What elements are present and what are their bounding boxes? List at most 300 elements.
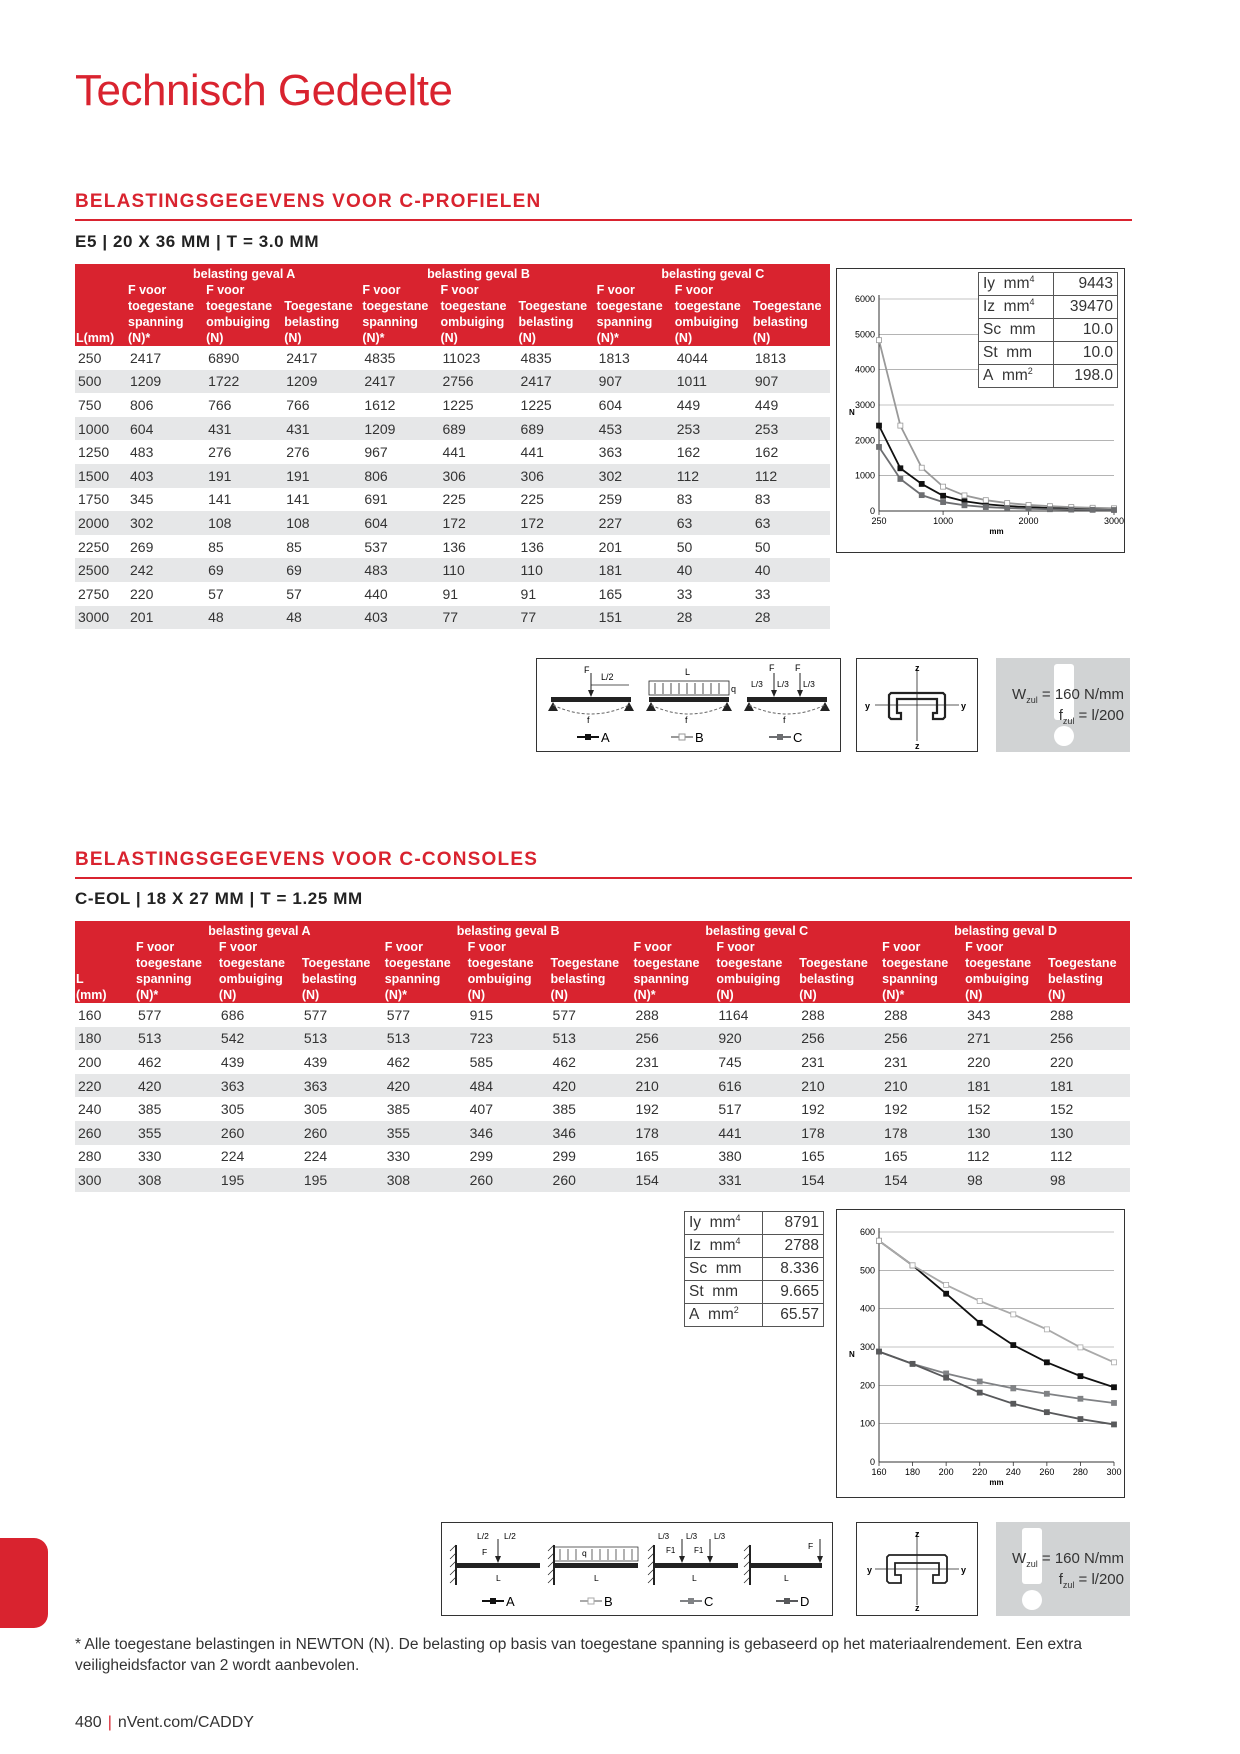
console-c-l: L <box>692 1573 697 1583</box>
table-cell: 136 <box>520 538 544 555</box>
property-row <box>979 296 1118 319</box>
table-cell: 288 <box>635 1006 659 1023</box>
col-header-length <box>75 955 135 971</box>
col-header-belasting: Toegestane <box>1047 955 1130 971</box>
data-point-C <box>877 444 882 449</box>
load-table-profielen <box>75 264 830 629</box>
table-row <box>75 370 830 394</box>
property-name: A $mm^2$ <box>685 1304 763 1327</box>
table-cell: 269 <box>130 538 154 555</box>
property-value: 2788 <box>763 1235 824 1258</box>
col-header-spanning: (N)* <box>384 987 467 1003</box>
table-cell: 907 <box>752 370 830 394</box>
col-header-belasting: Toegestane <box>550 955 633 971</box>
property-value: 65.57 <box>763 1304 824 1327</box>
table-row <box>75 1145 1130 1169</box>
table-row <box>75 417 830 441</box>
data-point-C <box>962 503 967 508</box>
col-header-spanning: toegestane <box>135 955 218 971</box>
console-c-f1a: F1 <box>666 1546 676 1555</box>
table-cell: 91 <box>442 585 459 602</box>
x-tick-label: 160 <box>871 1467 887 1477</box>
col-header-ombuiging: (N) <box>439 330 517 346</box>
x-tick-label: 240 <box>1005 1467 1021 1477</box>
case-a-diagram <box>548 665 634 725</box>
table-cell: 431 <box>205 417 283 441</box>
console-b-l: L <box>594 1573 599 1583</box>
table-cell: 210 <box>632 1074 715 1098</box>
col-header-belasting: belasting <box>1047 971 1130 987</box>
table-cell: 201 <box>598 538 623 555</box>
profile-cross-section-e5 <box>856 658 978 752</box>
col-header-ombuiging: toegestane <box>467 955 550 971</box>
table-cell: 439 <box>220 1053 245 1070</box>
table-row <box>75 393 830 417</box>
property-name: Iz $mm^4$ <box>979 296 1054 319</box>
deflection-limit-text-2: $f_{zul} = l/200$ <box>1058 1571 1124 1590</box>
col-header-belasting: belasting <box>518 314 596 330</box>
group-header: belasting geval C <box>596 264 830 282</box>
y-tick-label: 6000 <box>854 294 875 304</box>
table-cell: 256 <box>632 1027 715 1051</box>
table-cell: 276 <box>208 444 232 461</box>
table-cell: 33 <box>754 585 771 602</box>
table-cell: 1164 <box>718 1006 749 1023</box>
table-cell: 330 <box>138 1148 162 1165</box>
col-header-belasting: (N) <box>301 987 384 1003</box>
legend-a-label: A <box>601 730 610 745</box>
console-a-l: L <box>496 1573 501 1583</box>
table-cell: 178 <box>798 1121 881 1145</box>
data-point-B <box>1005 501 1010 506</box>
table-cell: 513 <box>384 1027 467 1051</box>
col-header-length: L(mm) <box>75 330 127 346</box>
table-cell: 346 <box>467 1121 550 1145</box>
y-axis-label: N <box>849 408 855 417</box>
table-cell: 385 <box>552 1101 576 1118</box>
col-header-spanning: toegestane <box>632 955 715 971</box>
x-tick-label: 180 <box>905 1467 921 1477</box>
table-cell: 192 <box>801 1101 825 1118</box>
section-heading-consoles: BELASTINGSGEGEVENS VOOR C-CONSOLES <box>75 849 1132 879</box>
table-cell: 260 <box>550 1168 633 1192</box>
col-header-length: (mm) <box>75 987 135 1003</box>
col-header-ombuiging: ombuiging <box>205 314 283 330</box>
console-c-f1b: F1 <box>694 1546 704 1555</box>
col-header-ombuiging: toegestane <box>205 298 283 314</box>
table-cell: 420 <box>550 1074 633 1098</box>
table-cell: 305 <box>303 1101 328 1118</box>
col-header-spanning: (N)* <box>632 987 715 1003</box>
profile2-y-label-left: y <box>867 1565 873 1575</box>
section-subheading-e5: E5 | 20 X 36 MM | T = 3.0 MM <box>75 232 320 251</box>
col-header-ombuiging: ombuiging <box>218 971 301 987</box>
table-cell: 191 <box>283 464 361 488</box>
table-cell: 439 <box>303 1053 328 1070</box>
table-cell: 300 <box>75 1168 135 1192</box>
table-cell: 165 <box>635 1148 659 1165</box>
table-cell: 431 <box>283 417 361 441</box>
col-header-spanning: spanning <box>135 971 218 987</box>
group-header: belasting geval B <box>361 264 595 282</box>
table-cell: 224 <box>303 1148 328 1165</box>
data-point-A <box>944 1291 949 1296</box>
property-name: Iz $mm^4$ <box>685 1235 763 1258</box>
col-header-belasting: (N) <box>283 330 361 346</box>
table-cell: 11023 <box>442 349 481 366</box>
data-point-C <box>1047 507 1052 512</box>
col-header-belasting: Toegestane <box>798 955 881 971</box>
x-tick-label: 300 <box>1106 1467 1122 1477</box>
table-cell: 136 <box>442 538 466 555</box>
table-cell: 160 <box>78 1006 102 1023</box>
table-cell: 363 <box>598 444 623 461</box>
table-cell: 967 <box>364 444 388 461</box>
data-point-B <box>1078 1345 1083 1350</box>
y-tick-label: 500 <box>859 1265 875 1276</box>
table-cell: 385 <box>138 1101 162 1118</box>
case-c-l3-label-1: L/3 <box>751 679 763 689</box>
col-header-belasting: Toegestane <box>752 298 830 314</box>
property-name: Sc mm <box>979 319 1054 342</box>
col-header-length <box>75 282 127 298</box>
table-row <box>75 582 830 606</box>
col-header-ombuiging: F voor <box>715 939 798 955</box>
table-cell: 577 <box>138 1006 162 1023</box>
col-header-belasting: (N) <box>550 987 633 1003</box>
table-cell: 98 <box>1047 1168 1130 1192</box>
data-point-B <box>877 338 882 343</box>
col-header-belasting: (N) <box>1047 987 1130 1003</box>
table-cell: 1722 <box>205 370 283 394</box>
table-cell: 253 <box>752 417 830 441</box>
footnote: * Alle toegestane belastingen in NEWTON (N). De belasting op basis van toegestane spanning is gebaseerd op het materiaalrendement. Een extra veiligheidsfactor van 2 wordt aanbevolen. <box>75 1636 1082 1674</box>
table-cell: 1209 <box>283 370 361 394</box>
table-cell: 210 <box>881 1074 964 1098</box>
data-point-D <box>1044 1410 1049 1415</box>
col-header-belasting: belasting <box>550 971 633 987</box>
table-cell: 181 <box>1047 1074 1130 1098</box>
table-cell: 806 <box>130 396 154 413</box>
col-header-belasting <box>1047 939 1130 955</box>
col-header-ombuiging: (N) <box>205 330 283 346</box>
y-tick-label: 300 <box>859 1342 875 1352</box>
table-cell: 231 <box>635 1053 659 1070</box>
table-cell: 83 <box>676 491 693 508</box>
col-header-spanning: spanning <box>632 971 715 987</box>
table-cell: 69 <box>283 558 361 582</box>
table-row <box>75 346 830 370</box>
x-tick-label: 200 <box>938 1467 954 1477</box>
col-header-belasting: Toegestane <box>518 298 596 314</box>
col-header-ombuiging: F voor <box>439 282 517 298</box>
properties-table-consoles <box>684 1211 824 1327</box>
table-cell: 151 <box>596 606 674 630</box>
table-cell: 57 <box>286 585 302 602</box>
col-header-spanning: toegestane <box>127 298 205 314</box>
console-a-f: F <box>482 1547 488 1557</box>
table-cell: 299 <box>469 1148 493 1165</box>
col-header-ombuiging: ombuiging <box>964 971 1047 987</box>
legend-b-label: B <box>695 730 704 745</box>
x-tick-label: 2000 <box>1018 516 1039 526</box>
table-cell: 513 <box>135 1027 218 1051</box>
legend2-a-label: A <box>506 1594 515 1609</box>
data-point-D <box>1011 1401 1016 1406</box>
legend-a <box>577 730 610 745</box>
case-c-diagram <box>744 663 830 725</box>
property-name: Iy $mm^4$ <box>685 1212 763 1235</box>
table-cell: 165 <box>801 1148 825 1165</box>
col-header-ombuiging: (N) <box>674 330 752 346</box>
table-cell: 616 <box>715 1074 798 1098</box>
exclamation-icon <box>1012 1528 1052 1612</box>
col-header-ombuiging: toegestane <box>964 955 1047 971</box>
data-point-C <box>1078 1396 1083 1401</box>
col-header-belasting: (N) <box>752 330 830 346</box>
col-header-spanning: F voor <box>881 939 964 955</box>
y-tick-label: 100 <box>859 1418 875 1429</box>
case-a-l2-label: L/2 <box>601 672 614 682</box>
table-cell: 288 <box>884 1006 908 1023</box>
stress-limit-text: $W_{zul} = 160$ N/mm <box>1012 686 1124 705</box>
table-cell: 441 <box>715 1121 798 1145</box>
table-cell: 91 <box>520 585 537 602</box>
table-cell: 57 <box>208 585 224 602</box>
col-header-belasting <box>798 939 881 955</box>
table-row <box>75 1074 1130 1098</box>
property-row <box>685 1258 824 1281</box>
x-axis-label: mm <box>989 527 1004 536</box>
table-cell: 513 <box>301 1027 384 1051</box>
table-cell: 440 <box>364 585 388 602</box>
table-cell: 1225 <box>442 396 474 413</box>
data-point-C <box>898 476 903 481</box>
group-header: belasting geval D <box>881 921 1130 939</box>
table-row <box>75 440 830 464</box>
design-criteria-box-profielen <box>996 658 1130 752</box>
table-cell: 154 <box>798 1168 881 1192</box>
table-row <box>75 511 830 535</box>
col-header-ombuiging: F voor <box>964 939 1047 955</box>
table-cell: 1209 <box>127 370 205 394</box>
console-a-l2-2: L/2 <box>504 1531 516 1541</box>
table-cell: 1813 <box>598 349 630 366</box>
table-cell: 192 <box>635 1101 659 1118</box>
table-cell: 195 <box>301 1168 384 1192</box>
col-header-spanning: (N)* <box>135 987 218 1003</box>
load-case-diagram-svg <box>537 659 840 751</box>
console-case-c <box>648 1532 738 1585</box>
table-cell: 195 <box>218 1168 301 1192</box>
property-row <box>685 1281 824 1304</box>
table-row <box>75 558 830 582</box>
table-cell: 1612 <box>364 396 396 413</box>
x-tick-label: 260 <box>1039 1467 1055 1477</box>
table-cell: 141 <box>286 491 310 508</box>
table-cell: 50 <box>754 538 771 555</box>
table-cell: 3000 <box>75 606 127 630</box>
data-point-B <box>944 1282 949 1287</box>
col-header-ombuiging: F voor <box>218 939 301 955</box>
table-cell: 403 <box>361 606 439 630</box>
console-c-l3-1: L/3 <box>658 1532 670 1541</box>
data-point-C <box>941 500 946 505</box>
y-tick-label: 5000 <box>854 329 875 340</box>
data-point-A <box>1112 1385 1117 1390</box>
table-row <box>75 1097 1130 1121</box>
col-header-spanning: (N)* <box>361 330 439 346</box>
data-point-D <box>944 1375 949 1380</box>
col-header-belasting <box>550 939 633 955</box>
x-tick-label: 280 <box>1072 1467 1088 1477</box>
property-row <box>685 1212 824 1235</box>
table-cell: 4835 <box>364 349 396 366</box>
console-d-f: F <box>808 1541 814 1551</box>
table-cell: 1813 <box>754 349 787 366</box>
table-cell: 500 <box>75 370 127 394</box>
y-tick-label: 0 <box>869 1457 875 1467</box>
col-header-spanning: toegestane <box>881 955 964 971</box>
table-cell: 462 <box>386 1053 411 1070</box>
table-cell: 449 <box>754 396 779 413</box>
console-d-l: L <box>784 1573 789 1583</box>
property-value: 8791 <box>763 1212 824 1235</box>
table-cell: 77 <box>518 606 596 630</box>
deflection-limit-text: $f_{zul} = l/200$ <box>1058 707 1124 726</box>
col-header-spanning: toegestane <box>361 298 439 314</box>
profile-cross-section-ceol <box>856 1522 978 1616</box>
table-cell: 691 <box>364 491 388 508</box>
table-row <box>75 1050 1130 1074</box>
y-tick-label: 600 <box>859 1227 875 1237</box>
table-cell: 604 <box>361 511 439 535</box>
profile-y-label-right: y <box>961 701 967 711</box>
table-cell: 2500 <box>75 558 127 582</box>
col-header-spanning: spanning <box>881 971 964 987</box>
case-b-deflection-label: f <box>685 715 688 725</box>
console-c-l3-3: L/3 <box>714 1532 726 1541</box>
data-point-B <box>983 498 988 503</box>
table-cell: 181 <box>596 558 674 582</box>
stress-limit-text-2: $W_{zul} = 160$ N/mm <box>1012 1550 1124 1569</box>
data-point-A <box>898 466 903 471</box>
chart-box-profielen <box>836 268 1125 553</box>
table-cell: 604 <box>127 417 205 441</box>
data-point-B <box>1044 1327 1049 1332</box>
y-axis-label: N <box>849 1350 855 1359</box>
property-name: Iy $mm^4$ <box>979 273 1054 296</box>
data-point-C <box>919 493 924 498</box>
data-point-A <box>877 423 882 428</box>
data-point-C <box>1026 506 1031 511</box>
col-header-ombuiging: ombuiging <box>674 314 752 330</box>
col-header-spanning: spanning <box>596 314 674 330</box>
x-axis-label: mm <box>989 1478 1004 1487</box>
data-point-C <box>1005 506 1010 511</box>
group-header: belasting geval C <box>632 921 881 939</box>
y-tick-label: 2000 <box>854 435 875 446</box>
console-c-l3-2: L/3 <box>686 1532 698 1541</box>
table-cell: 69 <box>205 558 283 582</box>
legend2-a <box>482 1594 515 1609</box>
property-name: Sc mm <box>685 1258 763 1281</box>
col-header-belasting: belasting <box>798 971 881 987</box>
col-header-ombuiging: F voor <box>674 282 752 298</box>
data-point-A <box>1044 1360 1049 1365</box>
data-point-C <box>1044 1391 1049 1396</box>
table-cell: 280 <box>78 1148 102 1165</box>
data-point-D <box>1112 1422 1117 1427</box>
table-cell: 420 <box>384 1074 467 1098</box>
table-cell: 441 <box>442 444 466 461</box>
property-row <box>685 1304 824 1327</box>
col-header-belasting: Toegestane <box>301 955 384 971</box>
data-point-B <box>877 1238 882 1243</box>
col-header-spanning: spanning <box>127 314 205 330</box>
table-cell: 130 <box>1047 1121 1130 1145</box>
table-cell: 449 <box>676 396 701 413</box>
property-value: 198.0 <box>1054 365 1118 388</box>
table-cell: 260 <box>467 1168 550 1192</box>
console-case-a <box>450 1531 540 1585</box>
table-row <box>75 1168 1130 1192</box>
table-cell: 330 <box>386 1148 411 1165</box>
col-header-ombuiging: toegestane <box>715 955 798 971</box>
load-case-diagrams-profielen <box>536 658 841 752</box>
col-header-ombuiging: (N) <box>715 987 798 1003</box>
table-cell: 4044 <box>676 349 708 366</box>
profile-y-label-left: y <box>865 701 871 711</box>
table-row <box>75 1003 1130 1027</box>
page-site-link[interactable]: nVent.com/CADDY <box>117 1714 254 1731</box>
table-cell: 380 <box>718 1148 742 1165</box>
page-footer: 480 | nVent.com/CADDY <box>75 1714 254 1731</box>
profile2-z-label-top: z <box>915 1529 920 1539</box>
table-cell: 577 <box>552 1006 576 1023</box>
table-cell: 225 <box>442 491 466 508</box>
property-name: St mm <box>979 342 1054 365</box>
table-cell: 355 <box>384 1121 467 1145</box>
col-header-spanning: (N)* <box>596 330 674 346</box>
col-header-ombuiging: ombuiging <box>467 971 550 987</box>
table-cell: 1209 <box>361 417 439 441</box>
table-cell: 154 <box>632 1168 715 1192</box>
table-cell: 276 <box>286 444 310 461</box>
col-header-spanning: spanning <box>361 314 439 330</box>
data-point-D <box>910 1361 915 1366</box>
table-cell: 231 <box>884 1053 908 1070</box>
table-cell: 256 <box>1047 1027 1130 1051</box>
table-cell: 110 <box>439 558 517 582</box>
col-header-belasting: Toegestane <box>283 298 361 314</box>
legend-c-label: C <box>793 730 803 745</box>
table-cell: 77 <box>439 606 517 630</box>
table-cell: 50 <box>676 538 693 555</box>
data-point-C <box>1112 508 1117 513</box>
col-header-belasting <box>301 939 384 955</box>
table-cell: 108 <box>205 511 283 535</box>
table-cell: 385 <box>386 1101 411 1118</box>
table-cell: 1250 <box>78 444 110 461</box>
section-subheading-ceol: C-EOL | 18 X 27 MM | T = 1.25 MM <box>75 889 363 908</box>
case-b-diagram <box>646 667 736 725</box>
table-cell: 346 <box>550 1121 633 1145</box>
table-cell: 40 <box>752 558 830 582</box>
property-row <box>979 319 1118 342</box>
col-header-length: L <box>75 971 135 987</box>
col-header-ombuiging: (N) <box>218 987 301 1003</box>
